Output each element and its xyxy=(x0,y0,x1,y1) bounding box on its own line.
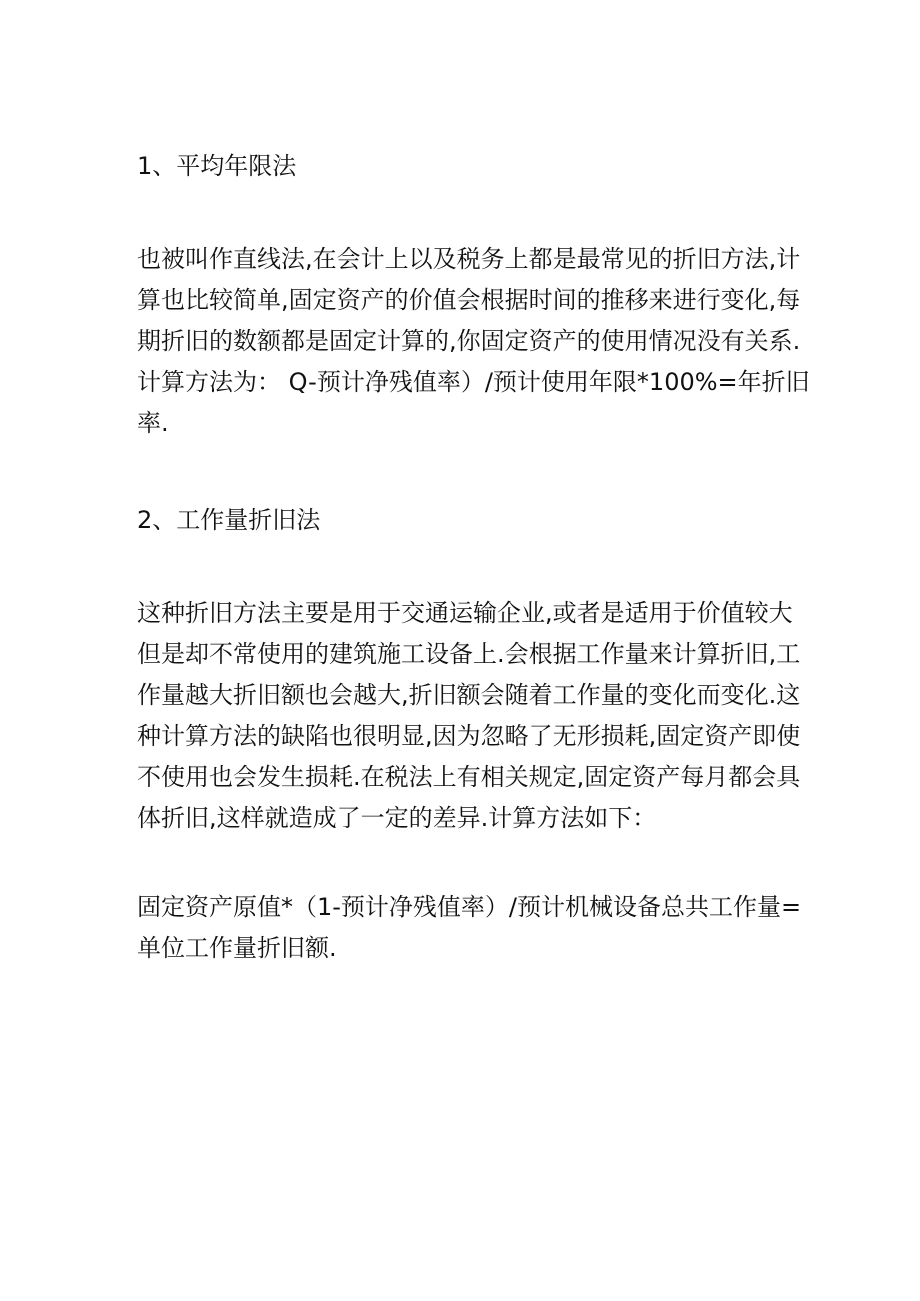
paragraph-line: 但是却不常使用的建筑施工设备上.会根据工作量来计算折旧,工 xyxy=(137,640,801,668)
paragraph-line: 不使用也会发生损耗.在税法上有相关规定,固定资产每月都会具 xyxy=(137,763,801,791)
paragraph-line: 作量越大折旧额也会越大,折旧额会随着工作量的变化而变化.这 xyxy=(137,681,801,709)
paragraph-line: 固定资产原值*（1-预计净残值率）/预计机械设备总共工作量= xyxy=(137,893,802,921)
paragraph-line: 率. xyxy=(137,409,169,437)
paragraph-line: 也被叫作直线法,在会计上以及税务上都是最常见的折旧方法,计 xyxy=(137,245,801,273)
section-heading-2: 2、工作量折旧法 xyxy=(137,506,321,534)
section-heading-1: 1、平均年限法 xyxy=(137,152,297,180)
document-body xyxy=(137,145,810,969)
section-2-paragraph xyxy=(137,593,801,839)
paragraph-line: 这种折旧方法主要是用于交通运输企业,或者是适用于价值较大 xyxy=(137,599,793,627)
paragraph-line: 种计算方法的缺陷也很明显,因为忽略了无形损耗,固定资产即使 xyxy=(137,722,801,750)
formula-paragraph xyxy=(137,887,802,969)
paragraph-line: 单位工作量折旧额. xyxy=(137,934,337,962)
paragraph-line: 期折旧的数额都是固定计算的,你固定资产的使用情况没有关系. xyxy=(137,327,801,355)
paragraph-line: 体折旧,这样就造成了一定的差异.计算方法如下： xyxy=(137,804,657,832)
paragraph-line: 计算方法为： Q-预计净残值率）/预计使用年限*100%=年折旧 xyxy=(137,368,810,396)
section-1-paragraph xyxy=(137,239,810,444)
paragraph-line: 算也比较简单,固定资产的价值会根据时间的推移来进行变化,每 xyxy=(137,286,801,314)
